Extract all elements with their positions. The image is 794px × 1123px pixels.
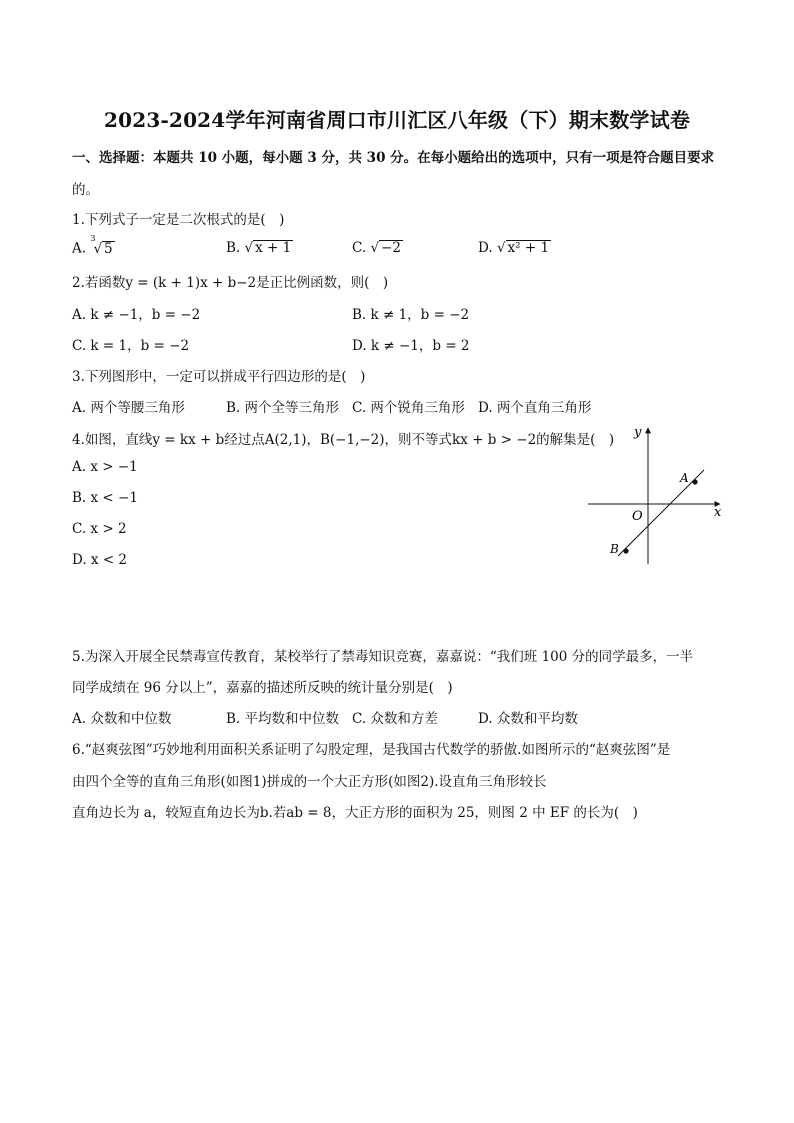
- q4-option-d: D. x < 2: [72, 552, 128, 568]
- line-kx-b: [618, 470, 704, 556]
- q1-option-d-label: D.: [478, 240, 493, 256]
- section-header-line2: 的。: [72, 182, 99, 198]
- q6-stem-line2: 由四个全等的直角三角形(如图1)拼成的一个大正方形(如图2).设直角三角形较长: [72, 774, 547, 790]
- q1-stem: 1.下列式子一定是二次根式的是( ): [72, 212, 285, 228]
- sqrt-expression: √ −2: [370, 240, 401, 256]
- q4-option-b: B. x < −1: [72, 490, 138, 506]
- radicand: x + 1: [255, 240, 292, 256]
- q3-option-c: C. 两个锐角三角形: [352, 400, 465, 416]
- q5-stem-line1: 5.为深入开展全民禁毒宣传教育，某校举行了禁毒知识竞赛，嘉嘉说：“我们班 100 分的同学最多，一半: [72, 649, 694, 665]
- origin-label: O: [632, 509, 643, 524]
- q1-option-a-label: A.: [72, 240, 87, 257]
- q2-option-a: A. k ≠ −1，b = −2: [72, 307, 201, 323]
- radicand: −2: [381, 240, 401, 256]
- q3-stem: 3.下列图形中，一定可以拼成平行四边形的是( ): [72, 369, 366, 385]
- x-axis-label: x: [714, 505, 722, 520]
- q4-stem: 4.如图，直线y = kx + b经过点A(2,1)，B(−1,−2)，则不等式kx + b > −2的解集是( ): [72, 432, 615, 448]
- section-header-line1: 一、选择题：本题共 10 小题，每小题 3 分，共 30 分。在每小题给出的选项中，只有一项是符合题目要求: [72, 150, 715, 166]
- q4-option-a: A. x > −1: [72, 459, 138, 475]
- q5-stem-line2: 同学成绩在 96 分以上”，嘉嘉的描述所反映的统计量分别是( ): [72, 680, 453, 696]
- q1-option-d: [478, 240, 551, 256]
- q5-option-d: D. 众数和平均数: [478, 711, 578, 727]
- q5-option-c: C. 众数和方差: [352, 711, 438, 727]
- q1-option-b-label: B.: [226, 240, 241, 256]
- q5-option-a: A. 众数和中位数: [72, 711, 172, 727]
- root-index: 3: [90, 234, 96, 243]
- q1-option-b: [226, 240, 293, 256]
- q4-option-c: C. x > 2: [72, 521, 127, 537]
- q1-option-c: [352, 240, 403, 256]
- y-axis-label: y: [634, 425, 642, 440]
- q1-option-c-label: C.: [352, 240, 367, 256]
- q5-option-b: B. 平均数和中位数: [226, 711, 340, 727]
- point-a-label: A: [680, 471, 689, 485]
- radicand: 5: [104, 240, 113, 257]
- q3-option-a: A. 两个等腰三角形: [72, 400, 185, 416]
- radicand: x² + 1: [507, 240, 550, 256]
- q3-option-d: D. 两个直角三角形: [478, 400, 592, 416]
- q2-option-d: D. k ≠ −1，b = 2: [352, 338, 470, 354]
- q6-stem-line3: 直角边长为 a，较短直角边长为b.若ab = 8，大正方形的面积为 25，则图 2 中 EF 的长为( ): [72, 805, 638, 821]
- q2-option-c: C. k = 1，b = −2: [72, 338, 190, 354]
- q4-coordinate-figure: [584, 420, 734, 570]
- point-b-label: B: [610, 542, 619, 556]
- point-b: [623, 548, 628, 553]
- sqrt-expression: √ x + 1: [244, 240, 292, 256]
- q2-stem: 2.若函数y = (k + 1)x + b−2是正比例函数，则( ): [72, 275, 389, 291]
- q3-option-b: B. 两个全等三角形: [226, 400, 340, 416]
- sqrt-expression: √ x² + 1: [496, 240, 550, 256]
- q2-option-b: B. k ≠ 1，b = −2: [352, 307, 470, 323]
- cube-root-expression: $^3$√ 5: [90, 234, 113, 257]
- q6-stem-line1: 6.“赵爽弦图”巧妙地利用面积关系证明了勾股定理，是我国古代数学的骄傲.如图所示的“赵爽弦图”是: [72, 742, 671, 758]
- q1-option-a: [72, 234, 115, 257]
- exam-title: 2023-2024学年河南省周口市川汇区八年级（下）期末数学试卷: [103, 108, 691, 132]
- point-a: [692, 479, 697, 484]
